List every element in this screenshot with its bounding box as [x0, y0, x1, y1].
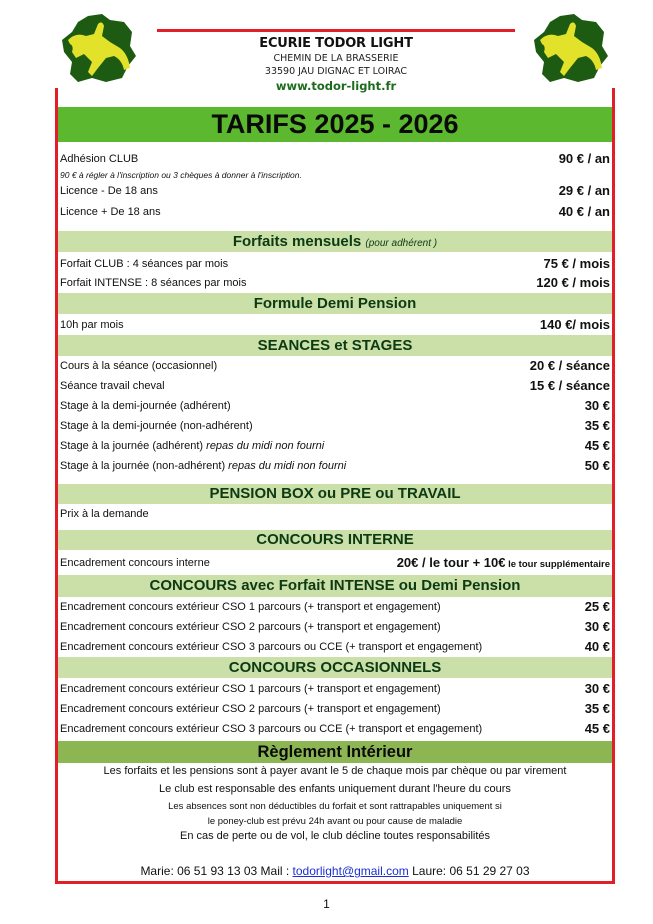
row-label: Encadrement concours extérieur CSO 3 parcours ou CCE (+ transport et engagement)	[60, 641, 483, 653]
row-label: 10h par mois	[60, 319, 124, 331]
row-price: 50 €	[584, 458, 610, 473]
section-reglement-heading: Règlement Intérieur	[58, 741, 612, 763]
pension-row	[60, 505, 610, 523]
row-label-main: Stage à la journée (adhérent)	[60, 440, 207, 452]
row-price: 40 € / an	[558, 204, 610, 219]
row-label: Prix à la demande	[60, 508, 149, 520]
club-logo-right	[530, 12, 610, 84]
price-row-licence-plus	[60, 203, 610, 221]
price-row	[60, 357, 610, 375]
row-price: 35 €	[584, 701, 610, 716]
price-suffix: le tour supplémentaire	[505, 559, 610, 570]
contact-marie: Marie: 06 51 93 13 03 Mail :	[140, 864, 293, 878]
price-row	[60, 417, 610, 435]
row-label: Forfait CLUB : 4 séances par mois	[60, 258, 229, 270]
price-row-concours-interne	[60, 554, 610, 572]
price-main: 20€ / le tour + 10€	[396, 555, 506, 570]
row-label: Encadrement concours extérieur CSO 2 parcours (+ transport et engagement)	[60, 703, 441, 715]
price-row	[60, 680, 610, 698]
price-row	[60, 457, 610, 475]
row-price: 40 €	[584, 639, 610, 654]
section-pension-heading: PENSION BOX ou PRE ou TRAVAIL	[58, 484, 612, 504]
section-concours-occasionnels-heading: CONCOURS OCCASIONNELS	[58, 657, 612, 678]
row-price: 140 €/ mois	[539, 317, 610, 332]
row-label	[60, 437, 324, 455]
row-price: 20 € / séance	[529, 358, 610, 373]
row-label: Licence + De 18 ans	[60, 206, 161, 218]
section-subtitle: (pour adhérent )	[365, 238, 438, 249]
reglement-line: Les absences sont non déductibles du forfait et sont rattrapables uniquement si	[168, 801, 502, 812]
row-label: Encadrement concours interne	[60, 557, 210, 569]
reglement-line: Le club est responsable des enfants uniquement durant l'heure du cours	[159, 783, 511, 795]
reglement-line: En cas de perte ou de vol, le club décline toutes responsabilités	[179, 830, 491, 842]
row-price: 15 € / séance	[529, 378, 610, 393]
row-label: Encadrement concours extérieur CSO 3 parcours ou CCE (+ transport et engagement)	[60, 723, 483, 735]
row-label: Stage à la demi-journée (adhérent)	[60, 400, 231, 412]
price-row	[60, 377, 610, 395]
row-price: 90 € / an	[558, 151, 610, 166]
row-price: 35 €	[584, 418, 610, 433]
row-label-note: repas du midi non fourni	[206, 440, 325, 452]
section-seances-heading: SEANCES et STAGES	[58, 335, 612, 356]
row-price: 30 €	[584, 398, 610, 413]
row-label-main: Stage à la journée (non-adhérent)	[60, 460, 229, 472]
club-name: ECURIE TODOR LIGHT	[259, 36, 413, 51]
row-label-note: repas du midi non fourni	[228, 460, 347, 472]
contact-laure: Laure: 06 51 29 27 03	[408, 864, 530, 878]
price-row	[60, 397, 610, 415]
row-price: 120 € / mois	[536, 275, 610, 290]
row-price	[397, 554, 610, 574]
price-row	[60, 618, 610, 636]
section-demi-pension-heading: Formule Demi Pension	[58, 293, 612, 314]
price-row	[60, 720, 610, 738]
price-row-licence-minus	[60, 182, 610, 200]
contact-line	[58, 864, 612, 878]
reglement-line: le poney-club est prévu 24h avant ou pour cause de maladie	[207, 816, 463, 827]
address-street: CHEMIN DE LA BRASSERIE	[273, 53, 399, 64]
row-price: 75 € / mois	[543, 256, 610, 271]
header-red-line	[157, 29, 515, 32]
page-number: 1	[323, 897, 330, 911]
address-city: 33590 JAU DIGNAC ET LOIRAC	[264, 66, 408, 77]
row-label: Adhésion CLUB	[60, 153, 139, 165]
price-row	[60, 700, 610, 718]
row-label: Encadrement concours extérieur CSO 1 parcours (+ transport et engagement)	[60, 601, 441, 613]
club-logo-left	[58, 12, 138, 84]
row-label: Encadrement concours extérieur CSO 1 parcours (+ transport et engagement)	[60, 683, 441, 695]
row-price: 29 € / an	[558, 183, 610, 198]
row-price: 45 €	[584, 721, 610, 736]
section-concours-interne-heading: CONCOURS INTERNE	[58, 530, 612, 550]
price-row	[60, 437, 610, 455]
row-label: Cours à la séance (occasionnel)	[60, 360, 218, 372]
price-row	[60, 598, 610, 616]
price-row	[60, 255, 610, 273]
website-link[interactable]: www.todor-light.fr	[275, 79, 397, 93]
price-row-adhesion	[60, 150, 610, 168]
price-row	[60, 274, 610, 292]
row-price: 25 €	[584, 599, 610, 614]
page-title: TARIFS 2025 - 2026	[58, 107, 612, 142]
section-forfaits-heading	[58, 231, 612, 252]
row-price: 45 €	[584, 438, 610, 453]
row-price: 30 €	[584, 681, 610, 696]
row-label: Licence - De 18 ans	[60, 185, 158, 197]
section-title: Forfaits mensuels	[232, 233, 362, 250]
price-row	[60, 316, 610, 334]
section-concours-intense-heading: CONCOURS avec Forfait INTENSE ou Demi Pension	[58, 575, 612, 597]
row-label	[60, 457, 346, 475]
row-price: 30 €	[584, 619, 610, 634]
row-label: Forfait INTENSE : 8 séances par mois	[60, 277, 247, 289]
row-label: Encadrement concours extérieur CSO 2 parcours (+ transport et engagement)	[60, 621, 441, 633]
row-label: Séance travail cheval	[60, 380, 165, 392]
adhesion-note: 90 € à régler à l'inscription ou 3 chèques à donner à l'inscription.	[60, 170, 302, 180]
reglement-line: Les forfaits et les pensions sont à payer avant le 5 de chaque mois par chèque ou par virement	[103, 765, 567, 777]
email-link[interactable]: todorlight@gmail.com	[292, 864, 409, 878]
price-row	[60, 638, 610, 656]
row-label: Stage à la demi-journée (non-adhérent)	[60, 420, 253, 432]
